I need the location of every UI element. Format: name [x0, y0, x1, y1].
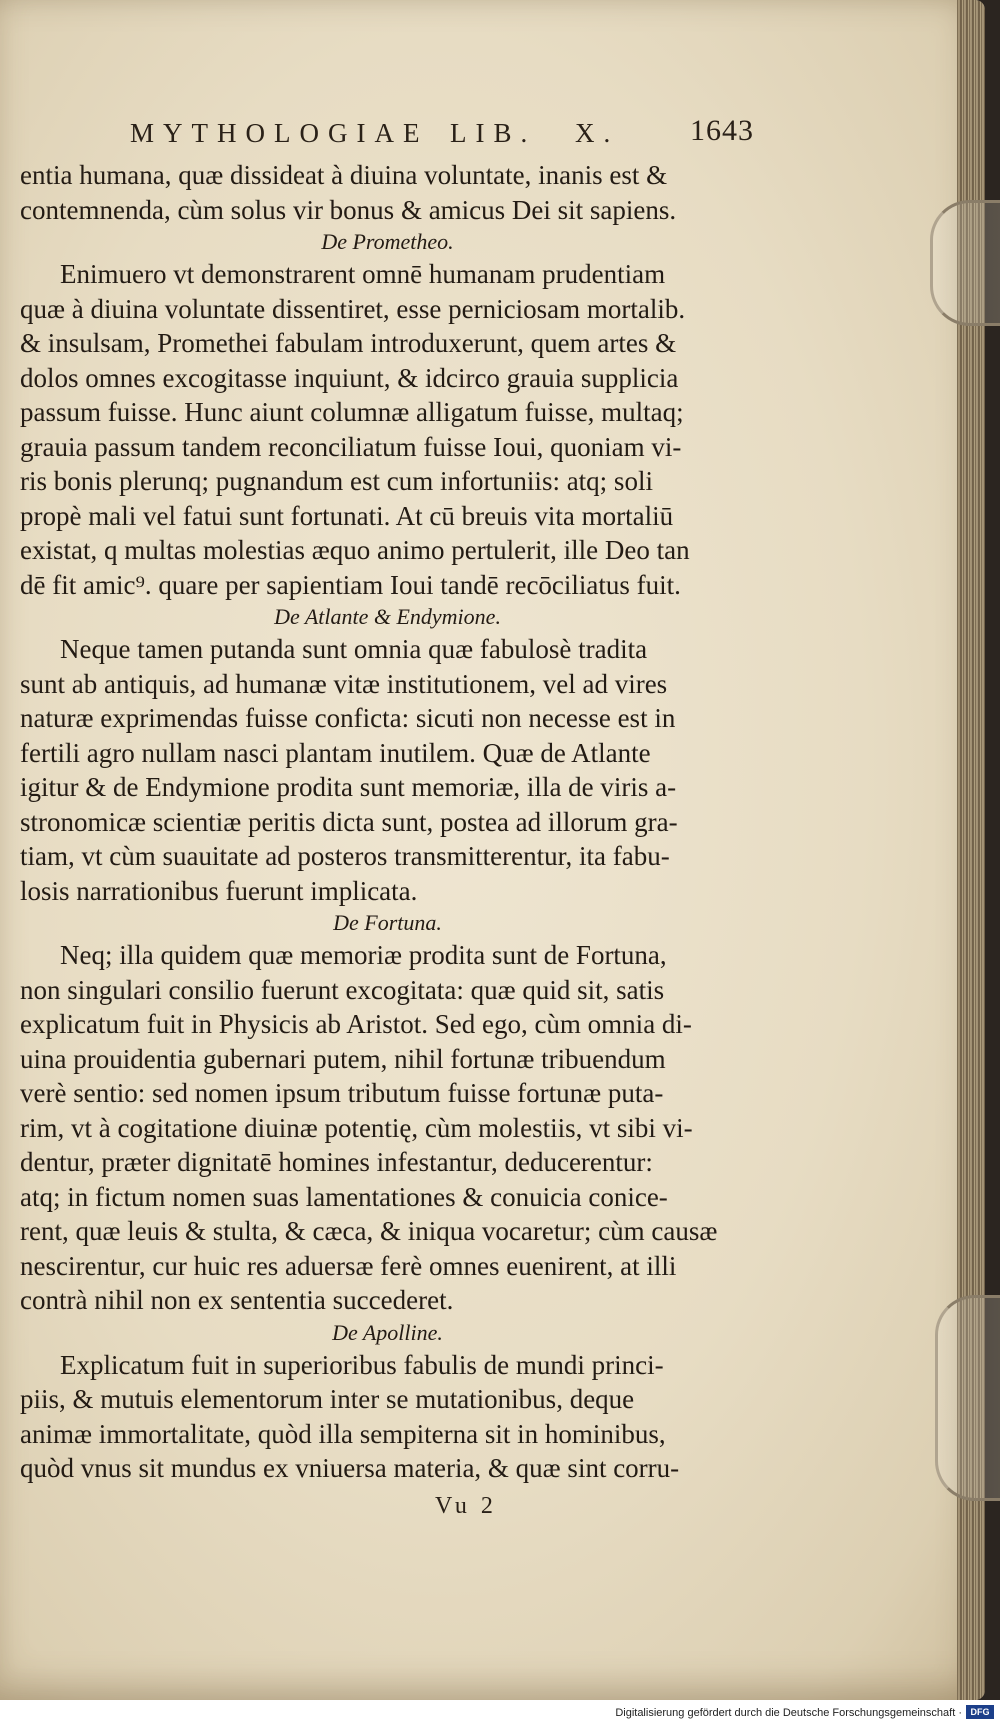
text-line: grauia passum tandem reconciliatum fuisse Ioui, quoniam vi-: [20, 431, 682, 462]
running-head-title: MYTHOLOGIAE: [130, 118, 429, 148]
text-line: animæ immortalitate, quòd illa sempiterna sit in hominibus,: [20, 1418, 666, 1449]
text-line: existat, q multas molestias æquo animo pertulerit, ille Deo tan: [20, 535, 690, 565]
running-head: [130, 114, 770, 149]
text-line: ris bonis plerunq; pugnandum est cum infortuniis: atq; soli: [20, 466, 653, 496]
text-line: piis, & mutuis elementorum inter se mutationibus, deque: [20, 1384, 635, 1414]
text-line: nescirentur, cur huic res aduersæ ferè omnes euenirent, at illi: [20, 1250, 677, 1281]
text-line: Neq; illa quidem quæ memoriæ prodita sunt de Fortuna,: [60, 940, 667, 970]
text-line: Explicatum fuit in superioribus fabulis de mundi princi-: [60, 1349, 664, 1380]
text-line: explicatum fuit in Physicis ab Aristot. Sed ego, cùm omnia di-: [20, 1009, 692, 1039]
text-line: igitur & de Endymione prodita sunt memoriæ, illa de viris a-: [20, 772, 677, 802]
section-heading: De Prometheo.: [321, 229, 454, 254]
text-line: dolos omnes excogitasse inquiunt, & idcirco grauia supplicia: [20, 362, 679, 393]
section-heading: De Fortuna.: [333, 910, 442, 935]
text-line: uina prouidentia gubernari putem, nihil fortunæ tribuendum: [20, 1043, 666, 1074]
dfg-logo: DFG: [966, 1705, 994, 1719]
text-line: verè sentio: sed nomen ipsum tributum fuisse fortunæ puta-: [20, 1078, 664, 1108]
body-text: [20, 158, 755, 1486]
text-line: Enimuero vt demonstrarent omnē humanam prudentiam: [60, 259, 666, 289]
clasp-tab-bottom: [935, 1295, 1000, 1501]
text-line: & insulsam, Promethei fabulam introduxerunt, quem artes &: [20, 328, 677, 358]
text-line: propè mali vel fatui sunt fortunati. At cū breuis vita mortaliū: [20, 500, 674, 531]
text-line: Neque tamen putanda sunt omnia quæ fabulosè tradita: [60, 634, 648, 664]
text-line: stronomicæ scientiæ peritis dicta sunt, postea ad illorum gra-: [20, 806, 678, 837]
text-line: non singulari consilio fuerunt excogitata: quæ quid sit, satis: [20, 974, 665, 1005]
text-line: dentur, præter dignitatē homines infestantur, deducerentur:: [20, 1147, 653, 1177]
running-head-book: LIB.: [450, 118, 537, 148]
text-line: naturæ exprimendas fuisse conficta: sicuti non necesse est in: [20, 703, 676, 733]
signature-mark: Vu 2: [435, 1493, 497, 1519]
clasp-tab-top: [930, 200, 1000, 326]
text-line: contemnenda, cùm solus vir bonus & amicus Dei sit sapiens.: [20, 194, 677, 225]
funding-credit: Digitalisierung gefördert durch die Deutsche Forschungsgemeinschaft ·: [615, 1707, 962, 1719]
section-heading: De Atlante & Endymione.: [274, 604, 501, 629]
text-line: dē fit amic⁹. quare per sapientiam Ioui tandē recōciliatus fuit.: [20, 569, 681, 600]
text-line: entia humana, quæ dissideat à diuina voluntate, inanis est &: [20, 160, 668, 190]
text-line: atq; in fictum nomen suas lamentationes & conuicia conice-: [20, 1181, 668, 1212]
folio-number: 1643: [690, 114, 754, 147]
text-line: fertili agro nullam nasci plantam inutilem. Quæ de Atlante: [20, 737, 651, 768]
text-line: passum fuisse. Hunc aiunt columnæ alligatum fuisse, multaq;: [20, 397, 684, 427]
section-heading: De Apolline.: [332, 1319, 443, 1345]
text-line: quòd vnus sit mundus ex vniuersa materia, & quæ sint corru-: [20, 1453, 680, 1483]
text-line: quæ à diuina voluntate dissentiret, esse perniciosam mortalib.: [20, 293, 686, 324]
text-line: losis narrationibus fuerunt implicata.: [20, 875, 418, 906]
running-head-chapter: X.: [575, 118, 620, 148]
text-line: contrà nihil non ex sententia succederet.: [20, 1285, 454, 1315]
text-line: rent, quæ leuis & stulta, & cæca, & iniqua vocaretur; cùm causæ: [20, 1216, 718, 1246]
text-line: rim, vt à cogitatione diuinæ potentię, cùm molestiis, vt sibi vi-: [20, 1112, 693, 1143]
text-line: sunt ab antiquis, ad humanæ vitæ institutionem, vel ad vires: [20, 668, 668, 699]
text-line: tiam, vt cùm suauitate ad posteros transmitterentur, ita fabu-: [20, 841, 670, 871]
